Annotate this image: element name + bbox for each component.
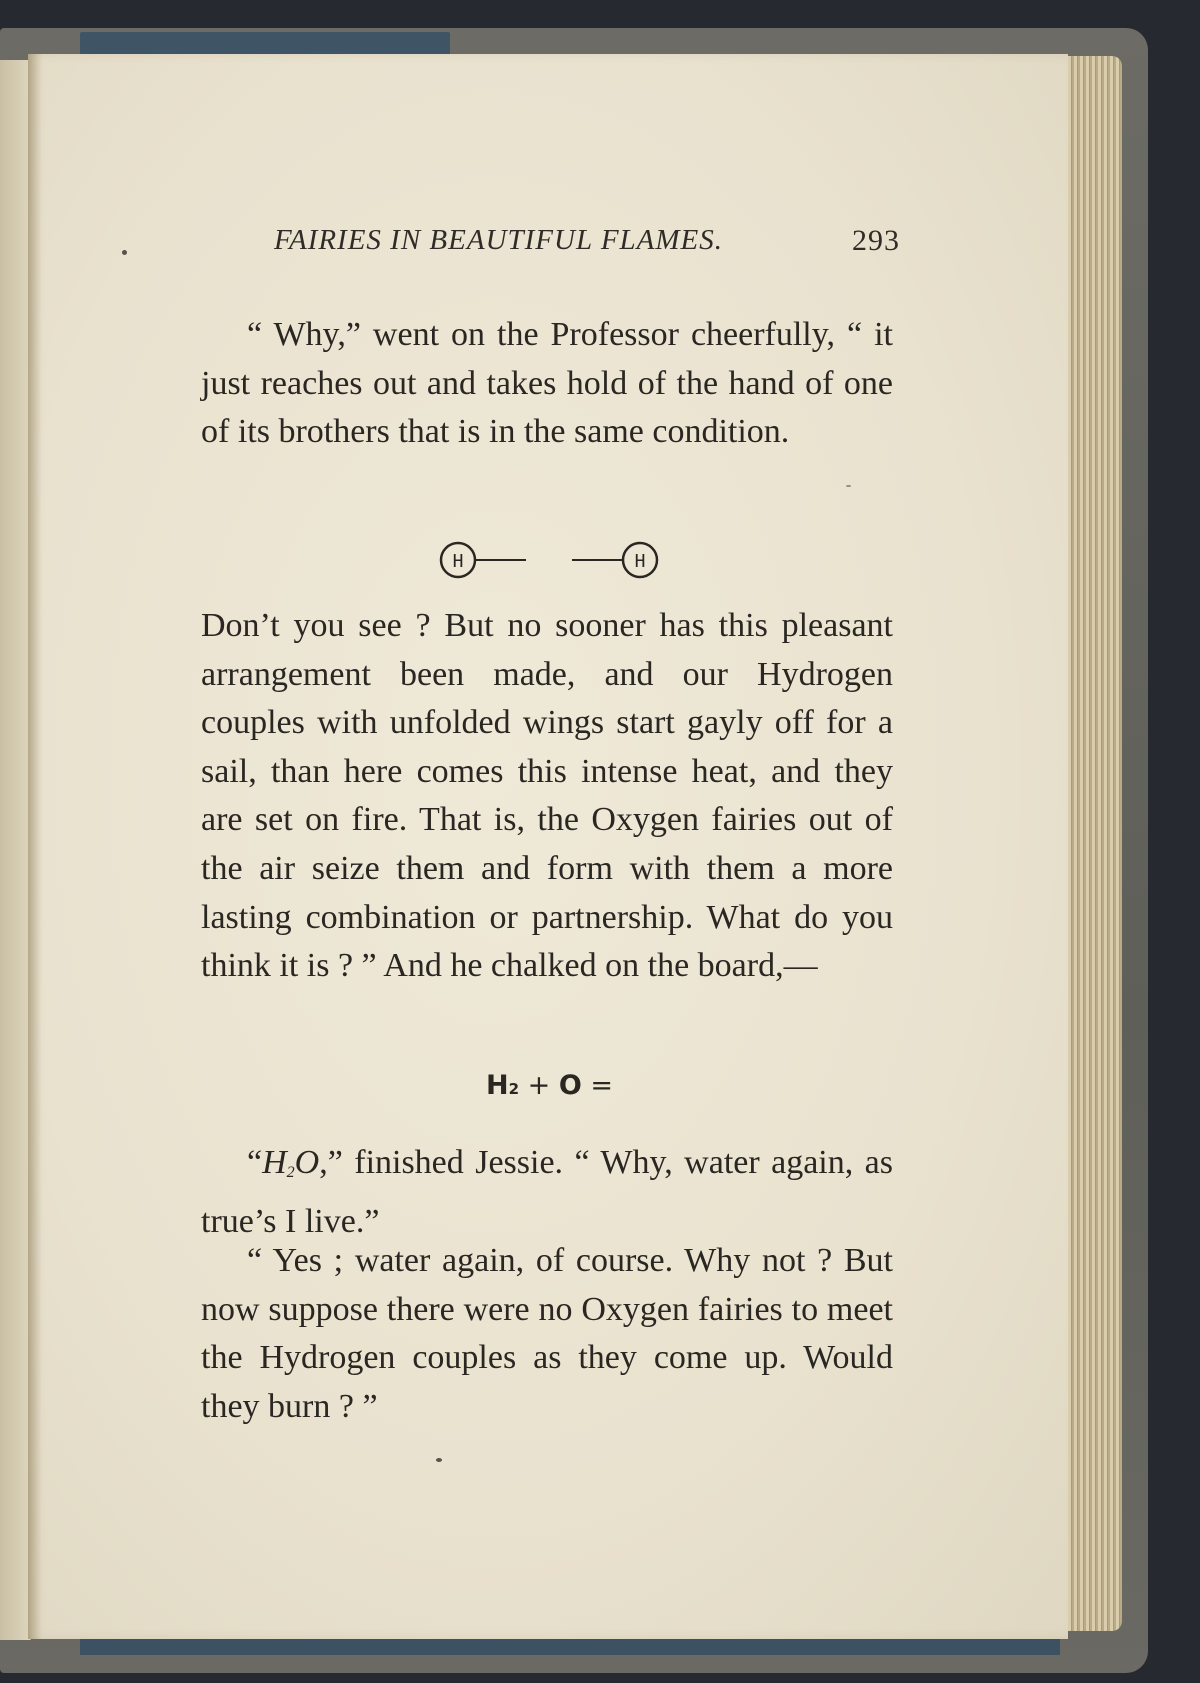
paper-speck	[436, 1458, 442, 1462]
paragraph-3	[201, 1139, 893, 1246]
paragraph-3-text: ,” finished Jessie. “ Why, water again, as true’s I live.”	[201, 1144, 893, 1240]
paper-speck	[846, 485, 851, 487]
hydrogen-pair-diagram	[438, 536, 660, 584]
page-number: 293	[852, 224, 900, 257]
open-quote: “	[247, 1144, 263, 1181]
running-header	[274, 224, 900, 264]
chemical-formula	[486, 1070, 616, 1110]
hydrogen-atom-left-label: H	[452, 551, 464, 572]
paragraph-2: Don’t you see ? But no sooner has this pleasant arrangement been made, and our Hydrogen couples with unfolded wings start gayly off for a sail, than here comes this intense heat, and they are set on fire. That is, the Oxygen fairies out of the air seize them and form with them a more lasting combination or partnership. What do you think it is ? ” And he chalked on the board,—	[201, 607, 893, 985]
formula-equals: =	[581, 1070, 614, 1101]
page-gutter-shadow	[28, 54, 42, 1639]
paragraph-4: “ Yes ; water again, of course. Why not ? But now suppose there were no Oxygen fairies to meet the Hydrogen couples as they come up. Would they burn ? ”	[201, 1242, 893, 1425]
paper-speck	[122, 250, 127, 255]
water-h: H	[262, 1144, 287, 1181]
formula-subscript: 2	[508, 1080, 520, 1098]
page-edges	[1060, 56, 1122, 1631]
left-page-edge	[0, 60, 31, 1640]
water-o: O	[294, 1144, 320, 1181]
formula-hydrogen: H	[486, 1070, 509, 1101]
water-subscript: 2	[286, 1164, 295, 1181]
running-title: FAIRIES IN BEAUTIFUL FLAMES.	[274, 224, 723, 256]
formula-oxygen: O	[558, 1070, 582, 1101]
hydrogen-atom-right-label: H	[634, 551, 646, 572]
paragraph-1: “ Why,” went on the Professor cheerfully, “ it just reaches out and takes hold of the hand of one of its brothers that is in the same condition.	[201, 316, 893, 451]
formula-plus: +	[519, 1070, 559, 1101]
